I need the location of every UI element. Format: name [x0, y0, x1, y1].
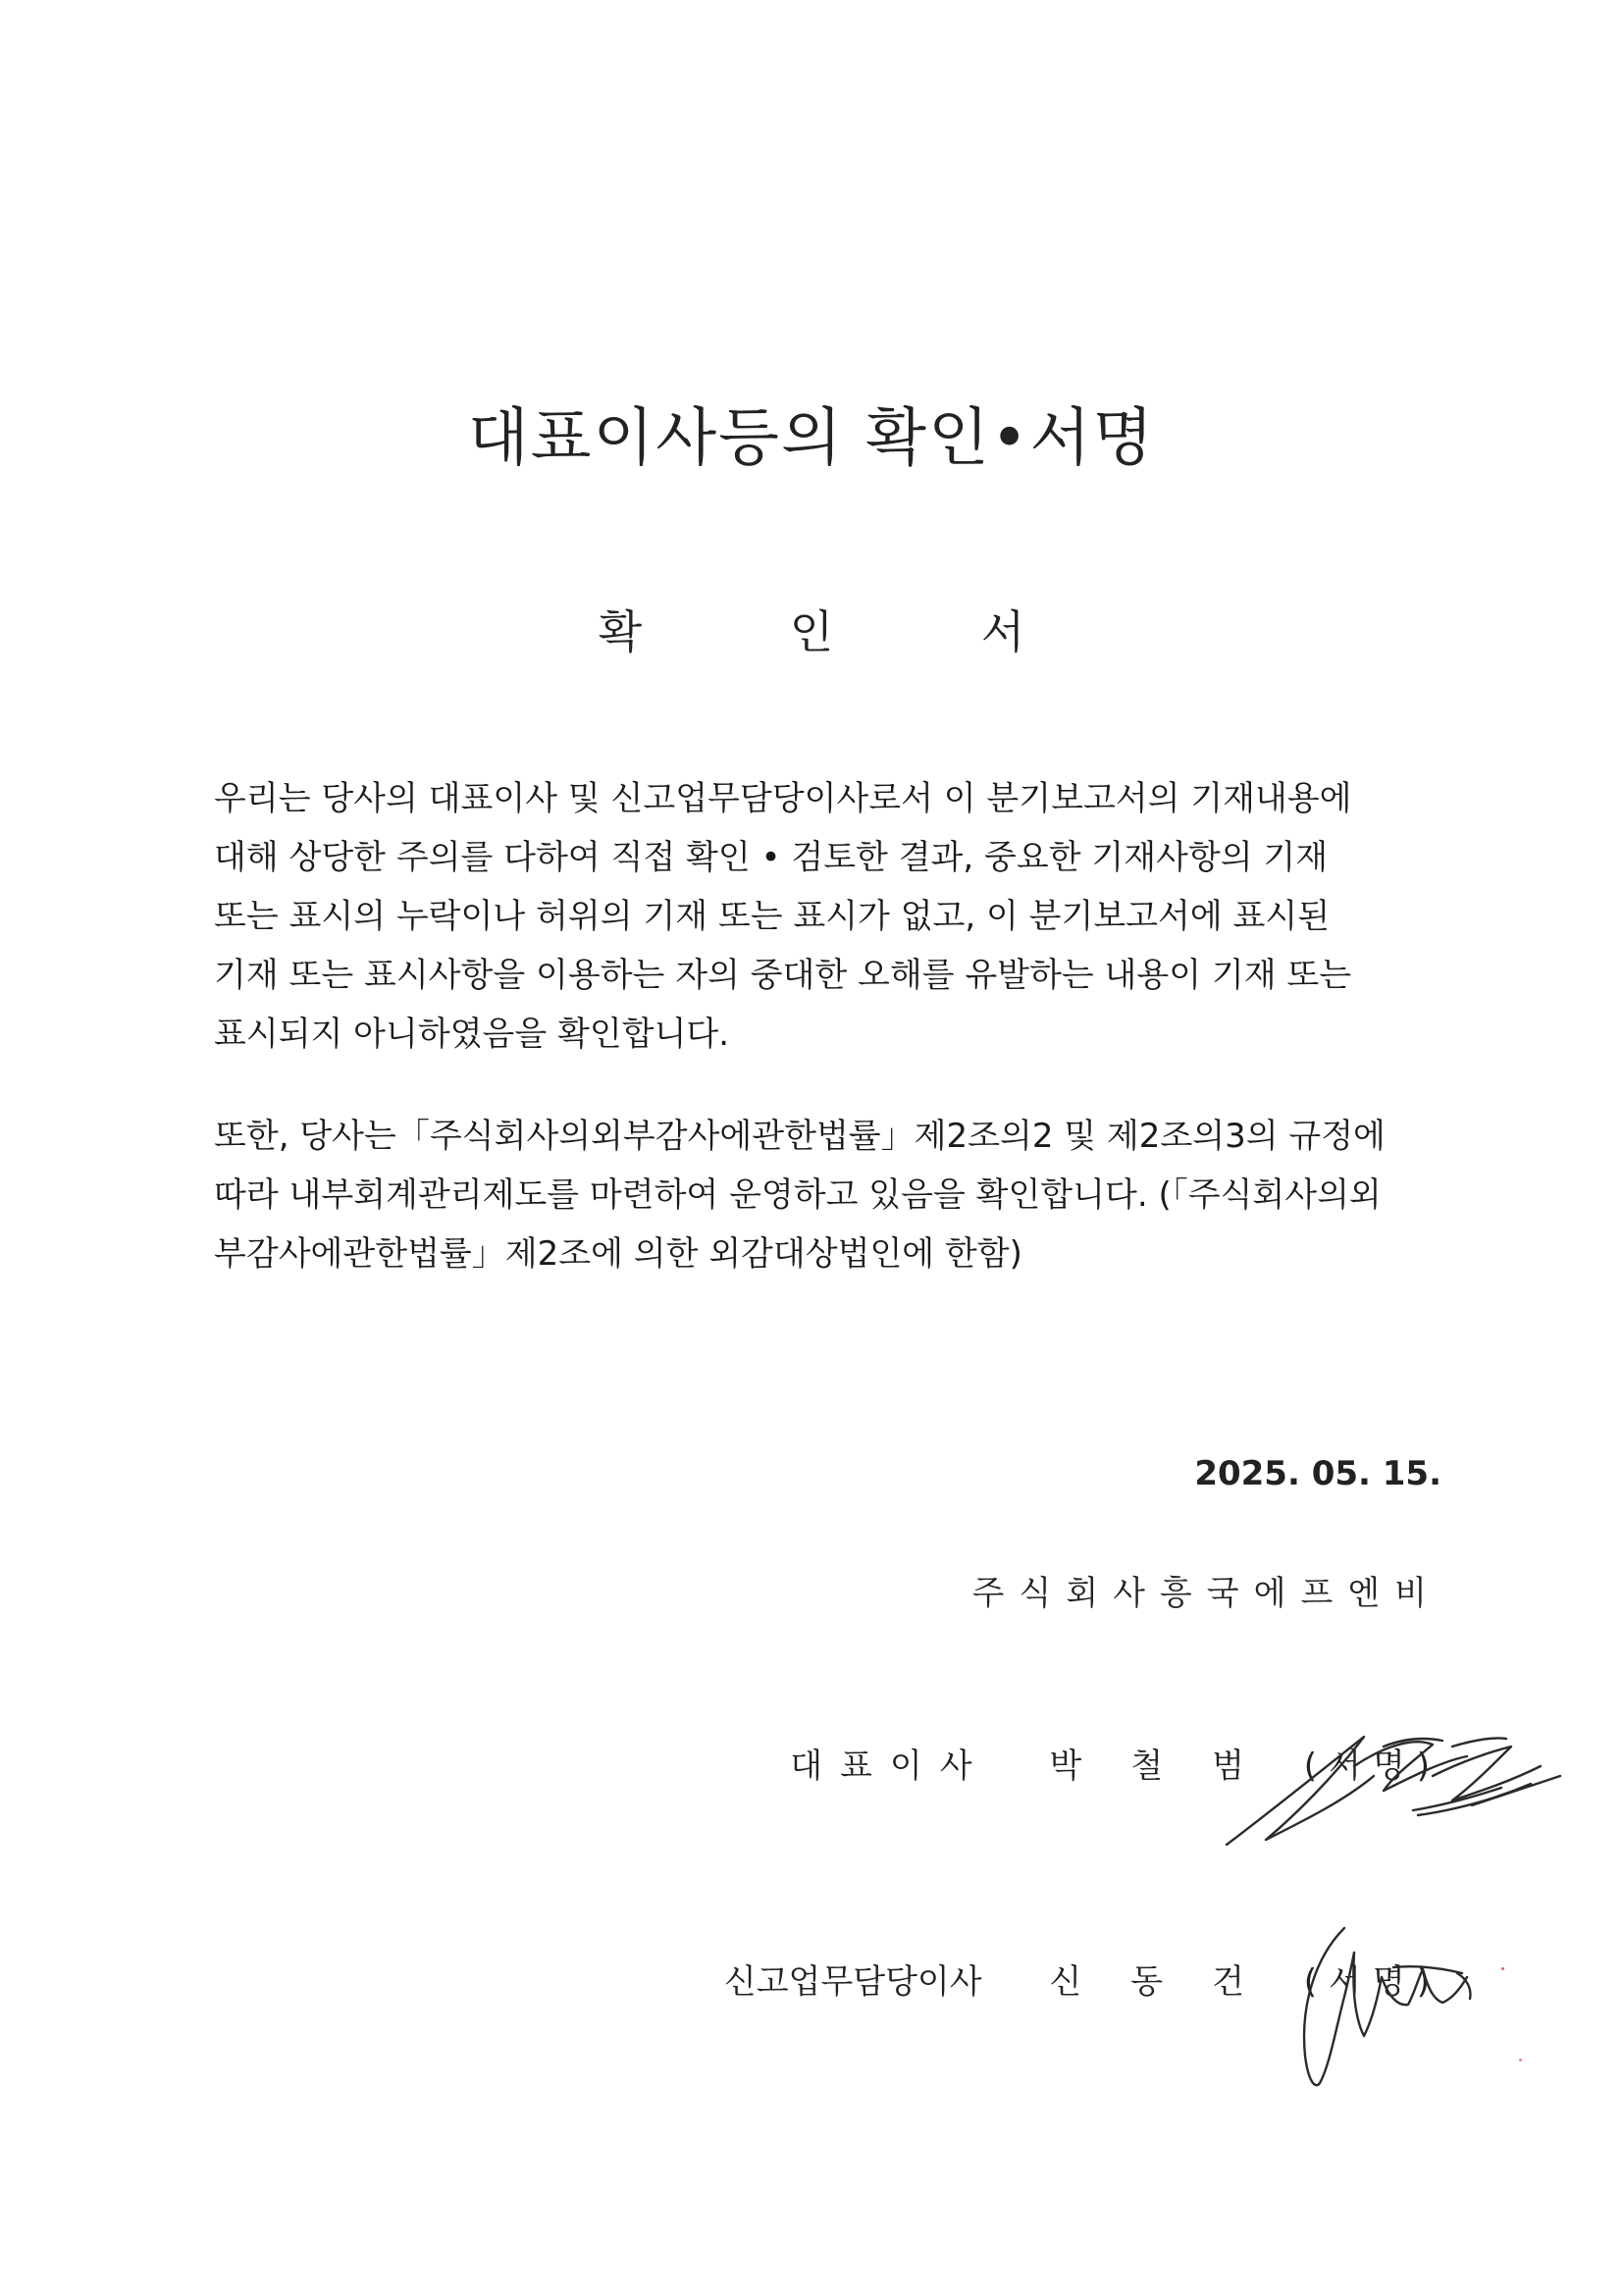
paragraph-line: 부감사에관한법률」제2조에 의한 외감대상법인에 한함)	[214, 1234, 1022, 1274]
scan-speck	[1501, 1967, 1504, 1970]
ceo-name: 박철범	[1049, 1747, 1293, 1786]
paragraph-line: 또한, 당사는「주식회사의외부감사에관한법률」제2조의2 및 제2조의3의 규정에	[214, 1117, 1386, 1156]
document-title: 대표이사등의 확인•서명	[467, 402, 1156, 475]
confirmation-paragraph	[214, 769, 1450, 1064]
scan-speck	[1519, 2059, 1522, 2061]
company-name: 주식회사흥국에프엔비	[971, 1574, 1441, 1613]
officer-signature-row	[724, 1955, 1441, 2003]
paragraph-line: 우리는 당사의 대표이사 및 신고업무담당이사로서 이 분기보고서의 기재내용에	[214, 779, 1352, 818]
document-date: 2025. 05. 15.	[1194, 1454, 1441, 1493]
document-subtitle: 확 인 서	[598, 605, 1092, 658]
paragraph-line: 따라 내부회계관리제도를 마련하여 운영하고 있음을 확인합니다. (「주식회사의외	[214, 1175, 1382, 1215]
officer-handwritten-signature	[1276, 1908, 1492, 2105]
internal-control-paragraph	[214, 1107, 1450, 1283]
ceo-seal-text: (서명)	[1303, 1747, 1441, 1786]
officer-seal-text: (서명)	[1303, 1962, 1441, 2002]
officer-role: 신고업무담당이사	[723, 1962, 982, 2002]
paragraph-line: 표시되지 아니하였음을 확인합니다.	[214, 1015, 730, 1054]
ceo-signature-row	[790, 1739, 1441, 1787]
paragraph-line: 기재 또는 표시사항을 이용하는 자의 중대한 오해를 유발하는 내용이 기재 또는	[214, 956, 1352, 995]
officer-name: 신동건	[1049, 1962, 1293, 2002]
ceo-role: 대표이사	[790, 1747, 990, 1786]
paragraph-line: 또는 표시의 누락이나 허위의 기재 또는 표시가 없고, 이 분기보고서에 표시된	[214, 897, 1331, 936]
paragraph-line: 대해 상당한 주의를 다하여 직접 확인 • 검토한 결과, 중요한 기재사항의 기재	[214, 838, 1329, 877]
